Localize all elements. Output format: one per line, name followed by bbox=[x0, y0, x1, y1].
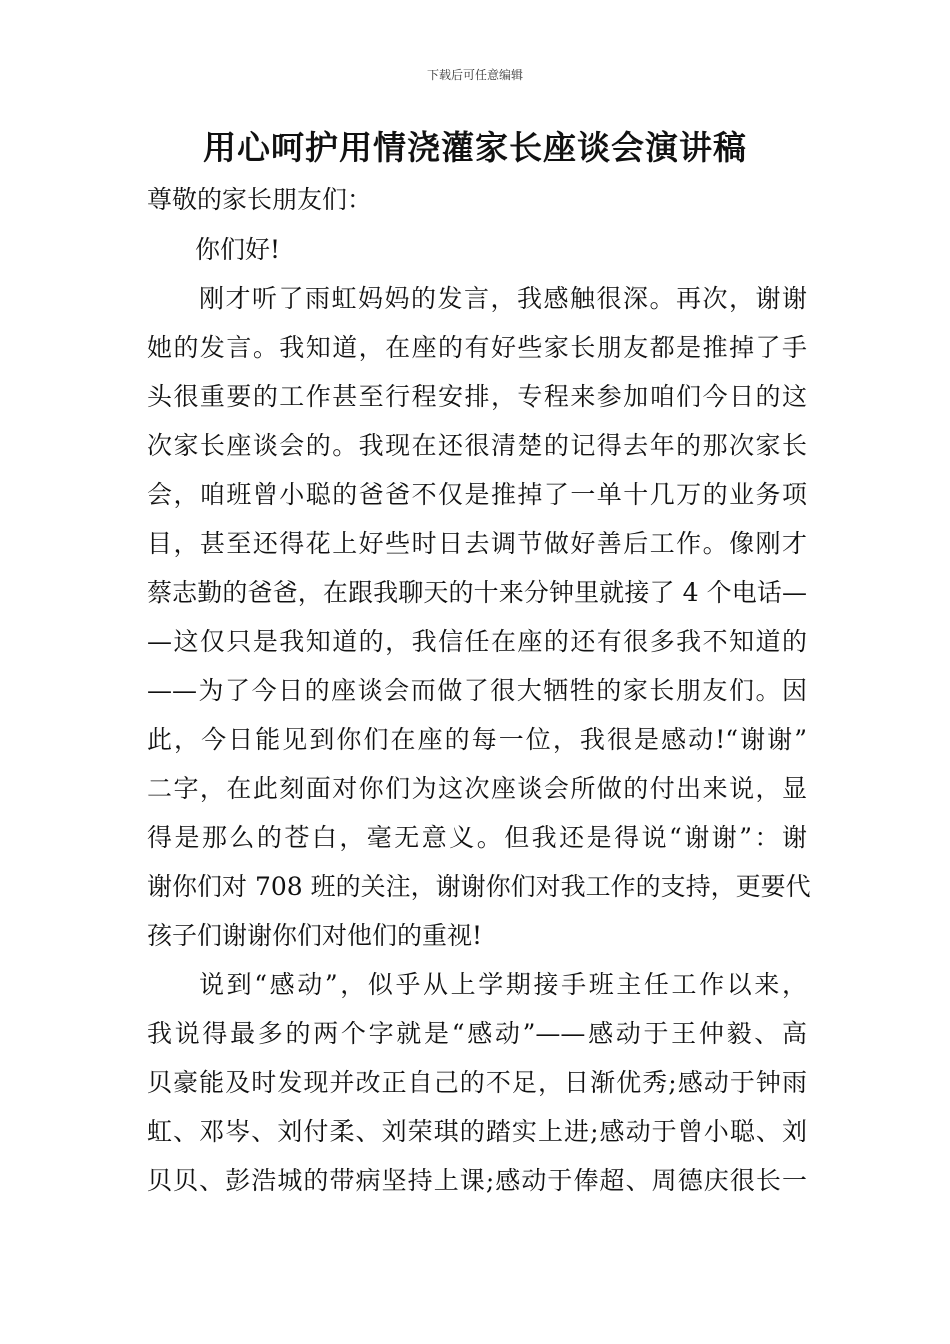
paragraph-line: 得是那么的苍白，毫无意义。但我还是得说“谢谢”：谢 bbox=[147, 823, 807, 852]
paragraph-line: 谢你们对 708 班的关注，谢谢你们对我工作的支持，更要代 bbox=[147, 872, 811, 901]
paragraph-line: 虹、邓岑、刘付柔、刘荣琪的踏实上进;感动于曾小聪、刘 bbox=[147, 1117, 807, 1146]
greeting: 你们好! bbox=[195, 235, 281, 264]
paragraph-line: —这仅只是我知道的，我信任在座的还有很多我不知道的 bbox=[147, 627, 807, 656]
paragraph-line: 贝贝、彭浩城的带病坚持上课;感动于俸超、周德庆很长一 bbox=[147, 1166, 807, 1195]
salutation: 尊敬的家长朋友们： bbox=[147, 185, 373, 214]
paragraph-line: 次家长座谈会的。我现在还很清楚的记得去年的那次家长 bbox=[147, 431, 807, 460]
paragraph-line: 贝豪能及时发现并改正自己的不足，日渐优秀;感动于钟雨 bbox=[147, 1068, 807, 1097]
paragraph-line: 说到“感动”，似乎从上学期接手班主任工作以来， bbox=[199, 970, 807, 999]
paragraph-line: 会，咱班曾小聪的爸爸不仅是推掉了一单十几万的业务项 bbox=[147, 480, 807, 509]
paragraph-line: 蔡志勤的爸爸，在跟我聊天的十来分钟里就接了 4 个电话— bbox=[147, 578, 807, 607]
paragraph-line: 她的发言。我知道，在座的有好些家长朋友都是推掉了手 bbox=[147, 333, 807, 362]
paragraph-line: 二字，在此刻面对你们为这次座谈会所做的付出来说，显 bbox=[147, 774, 807, 803]
page-header: 下载后可任意编辑 bbox=[426, 68, 523, 82]
paragraph-line: 此，今日能见到你们在座的每一位，我很是感动!“谢谢” bbox=[147, 725, 807, 754]
paragraph-line: 孩子们谢谢你们对他们的重视! bbox=[147, 921, 483, 950]
paragraph-line: ——为了今日的座谈会而做了很大牺牲的家长朋友们。因 bbox=[147, 676, 807, 705]
paragraph-line: 目，甚至还得花上好些时日去调节做好善后工作。像刚才 bbox=[147, 529, 807, 558]
document-title: 用心呵护用情浇灌家长座谈会演讲稿 bbox=[203, 128, 747, 167]
paragraph-line: 头很重要的工作甚至行程安排，专程来参加咱们今日的这 bbox=[147, 382, 807, 411]
paragraph-line: 刚才听了雨虹妈妈的发言，我感触很深。再次，谢谢 bbox=[199, 284, 807, 313]
paragraph-line: 我说得最多的两个字就是“感动”——感动于王仲毅、高 bbox=[147, 1019, 807, 1048]
